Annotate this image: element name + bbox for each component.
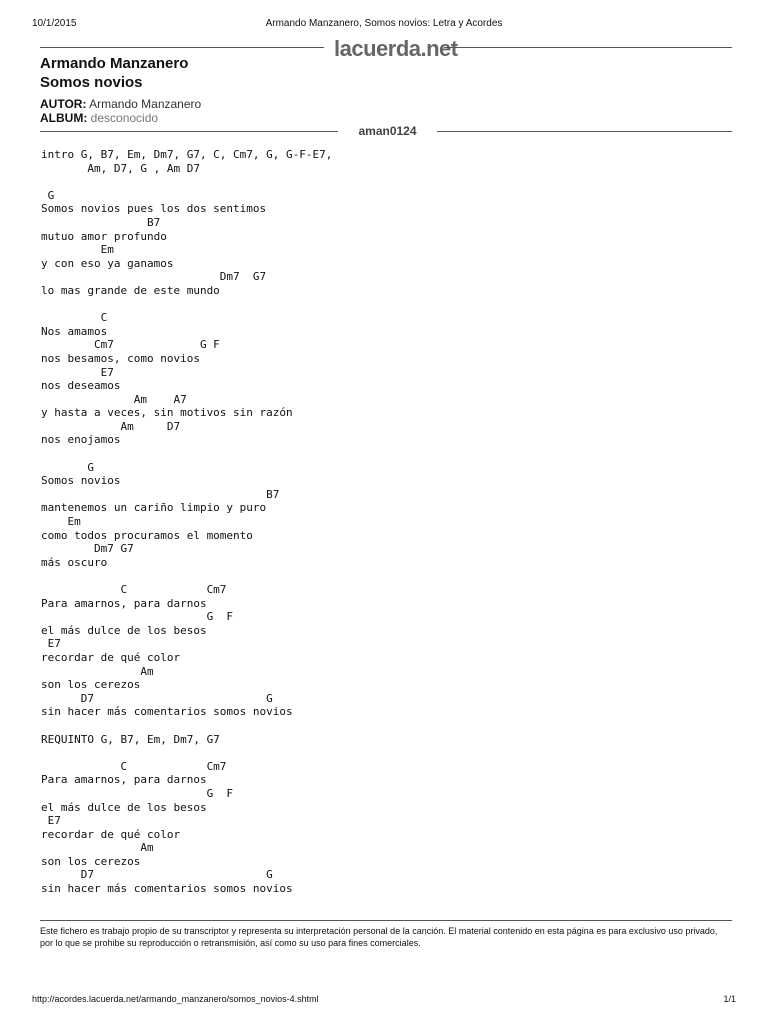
transcriber-rule-right xyxy=(437,131,732,132)
transcriber-rule-left xyxy=(40,131,338,132)
transcriber-name: aman0124 xyxy=(358,124,417,138)
album-value: desconocido xyxy=(90,111,159,125)
song-header xyxy=(40,54,201,125)
site-logo[interactable]: lacuerda.net xyxy=(334,36,458,61)
disclaimer-text: Este fichero es trabajo propio de su transcriptor y representa su interpretación personal de la canción. El material contenido en esta página es para exclusivo uso privado, por lo que se prohibe su reproducción o retransmisión, así como su uso para fines comerciales. xyxy=(40,926,718,948)
author-label: AUTOR: xyxy=(40,97,87,111)
album-line xyxy=(40,111,201,125)
page-number: 1/1 xyxy=(723,994,736,1004)
author-line xyxy=(40,97,201,111)
album-label: ALBUM: xyxy=(40,111,88,125)
chord-lyrics-sheet: intro G, B7, Em, Dm7, G7, C, Cm7, G, G-F-E7, Am, D7, G , Am D7 G Somos novios pues los dos sentimos B7 mutuo amor profundo Em y con eso ya ganamos Dm7 G7 lo mas grande de este mundo C Nos amamos Cm7 G F nos besamos, como novios E7 nos deseamos Am A7 y hasta a veces, sin motivos sin razón Am D7 nos enojamos G Somos novios B7 mantenemos un cariño limpio y puro Em como todos procuramos el momento Dm7 G7 más oscuro C Cm7 Para amarnos, para darnos G F el más dulce de los besos E7 recordar de qué color Am son los cerezos D7 G sin hacer más comentarios somos novios REQUINTO G, B7, Em, Dm7, G7 C Cm7 Para amarnos, para darnos G F el más dulce de los besos E7 recordar de qué color Am son los cerezos D7 G sin hacer más comentarios somos novios xyxy=(41,148,333,896)
author-value: Armando Manzanero xyxy=(89,97,202,111)
song-title: Somos novios xyxy=(40,74,143,91)
logo-rule-left xyxy=(40,47,324,48)
print-page-title: Armando Manzanero, Somos novios: Letra y Acordes xyxy=(265,18,503,29)
artist-name: Armando Manzanero xyxy=(40,55,189,72)
page-url: http://acordes.lacuerda.net/armando_manzanero/somos_novios-4.shtml xyxy=(32,994,319,1004)
footer-divider xyxy=(40,920,732,921)
print-date: 10/1/2015 xyxy=(32,18,77,29)
logo-rule-right xyxy=(444,47,732,48)
